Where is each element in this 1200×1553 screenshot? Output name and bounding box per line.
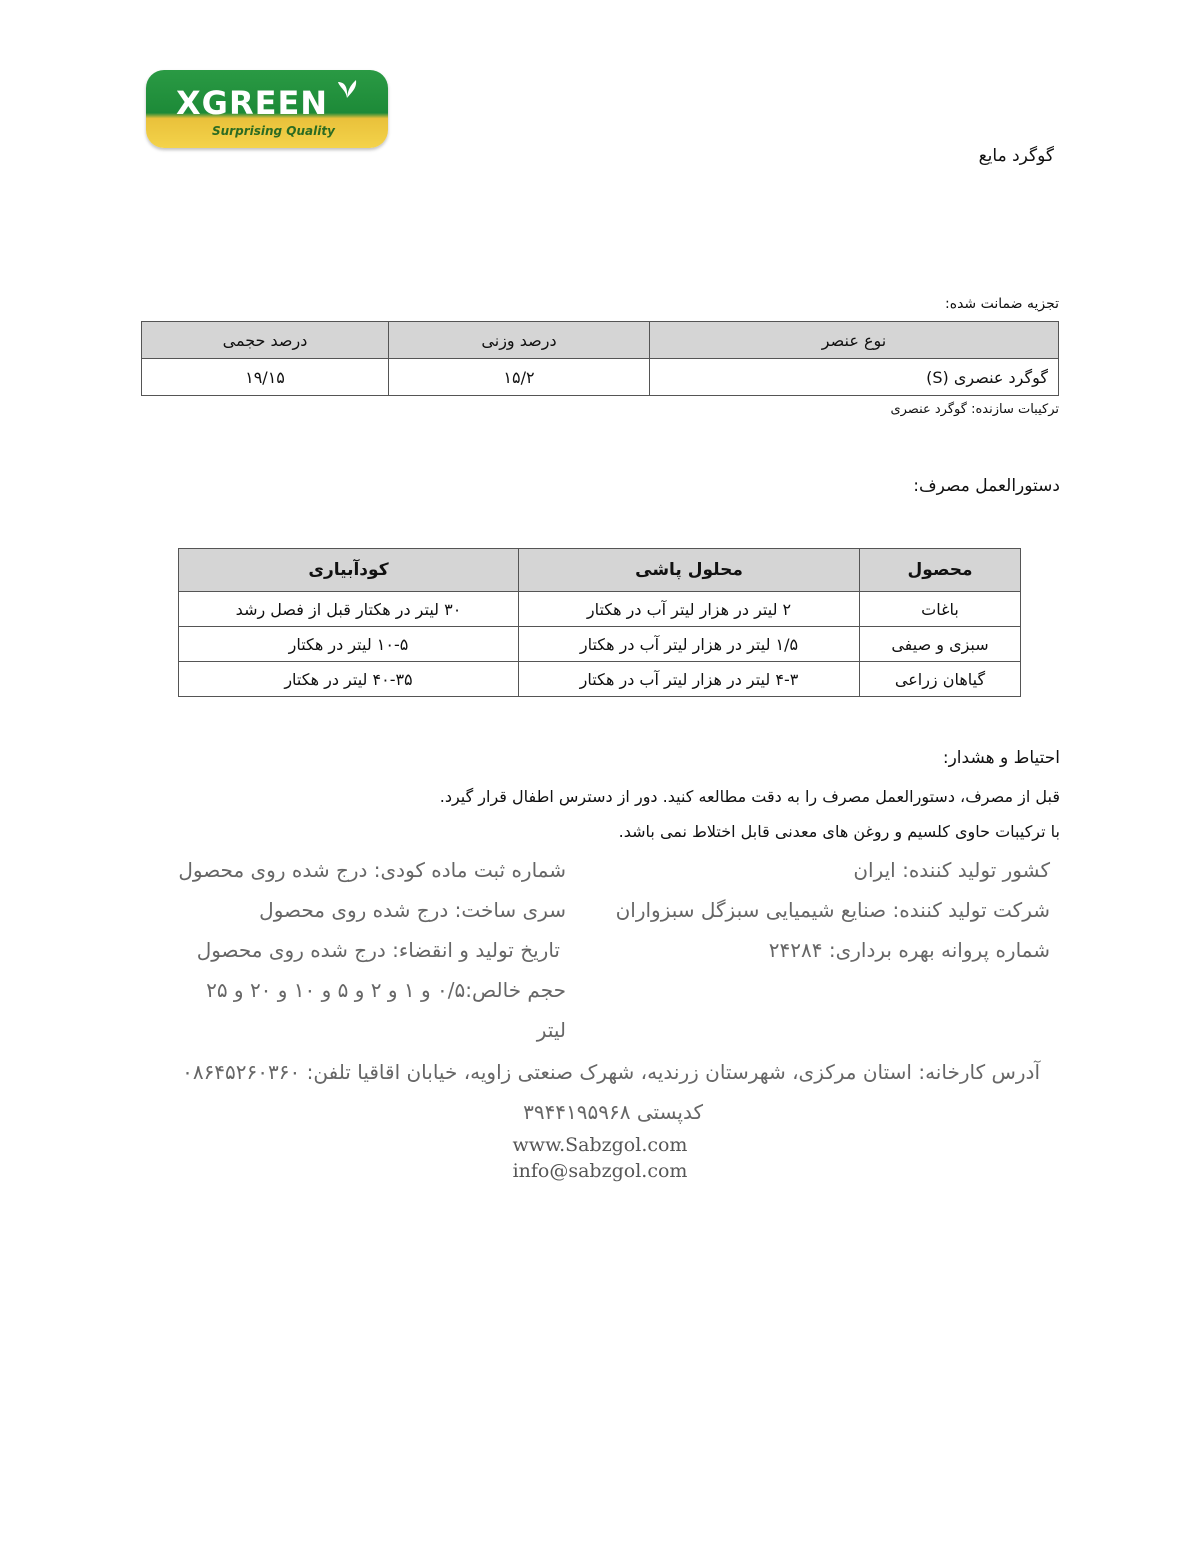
- usage-cell: ۳۰ لیتر در هکتار قبل از فصل رشد: [179, 592, 519, 627]
- table-row: [142, 359, 1059, 396]
- usage-cell: باغات: [860, 592, 1021, 627]
- table-row: [179, 662, 1021, 697]
- analysis-cell-weight: ۱۵/۲: [389, 359, 650, 396]
- website-link[interactable]: www.Sabzgol.com: [512, 1134, 688, 1156]
- email-link[interactable]: info@sabzgol.com: [512, 1160, 688, 1182]
- warning-heading: احتیاط و هشدار:: [942, 748, 1060, 768]
- usage-header-fertigation: کودآبیاری: [179, 549, 519, 592]
- logo-tagline: Surprising Quality: [212, 124, 335, 138]
- usage-header-foliar: محلول پاشی: [519, 549, 860, 592]
- analysis-header-element: نوع عنصر: [650, 322, 1059, 359]
- production-expiry-date: تاریخ تولید و انقضاء: درج شده روی محصول: [196, 938, 560, 962]
- country-of-origin: کشور تولید کننده: ایران: [853, 858, 1050, 882]
- usage-heading: دستورالعمل مصرف:: [913, 476, 1060, 496]
- analysis-table: [141, 321, 1059, 396]
- net-volume-unit: لیتر: [536, 1018, 566, 1042]
- postal-code: کدپستی ۳۹۴۴۱۹۵۹۶۸: [523, 1100, 703, 1124]
- ingredients-text: ترکیبات سازنده: گوگرد عنصری: [890, 402, 1059, 417]
- table-row: [179, 627, 1021, 662]
- usage-cell: سبزی و صیفی: [860, 627, 1021, 662]
- analysis-header-weight: درصد وزنی: [389, 322, 650, 359]
- brand-logo: [146, 70, 388, 148]
- registration-number: شماره ثبت ماده کودی: درج شده روی محصول: [178, 858, 566, 882]
- license-number: شماره پروانه بهره برداری: ۲۴۲۸۴: [768, 938, 1050, 962]
- table-row: [179, 592, 1021, 627]
- guaranteed-analysis-label: تجزیه ضمانت شده:: [945, 296, 1059, 312]
- manufacturer: شرکت تولید کننده: صنایع شیمیایی سبزگل سبزواران: [615, 898, 1050, 922]
- usage-cell: ۲ لیتر در هزار لیتر آب در هکتار: [519, 592, 860, 627]
- usage-cell: ۴۰-۳۵ لیتر در هکتار: [179, 662, 519, 697]
- analysis-header-row: [142, 322, 1059, 359]
- usage-table: [178, 548, 1021, 697]
- net-volume: حجم خالص:۰/۵ و ۱ و ۲ و ۵ و ۱۰ و ۲۰ و ۲۵: [206, 978, 566, 1002]
- analysis-cell-element: گوگرد عنصری (S): [650, 359, 1059, 396]
- logo-wordmark: XGREEN: [176, 84, 329, 122]
- warning-line-1: قبل از مصرف، دستورالعمل مصرف را به دقت مطالعه کنید. دور از دسترس اطفال قرار گیرد.: [439, 787, 1060, 806]
- factory-address: آدرس کارخانه: استان مرکزی، شهرستان زرندیه، شهرک صنعتی زاویه، خیابان اقاقیا تلفن: ۰۸۶۴۵۲۶۰۳۶۰: [182, 1060, 1040, 1084]
- usage-header-crop: محصول: [860, 549, 1021, 592]
- analysis-cell-volume: ۱۹/۱۵: [142, 359, 389, 396]
- usage-cell: گیاهان زراعی: [860, 662, 1021, 697]
- leaf-icon: [336, 78, 358, 100]
- batch-number: سری ساخت: درج شده روی محصول: [259, 898, 566, 922]
- warning-line-2: با ترکیبات حاوی کلسیم و روغن های معدنی قابل اختلاط نمی باشد.: [618, 822, 1060, 841]
- usage-cell: ۱/۵ لیتر در هزار لیتر آب در هکتار: [519, 627, 860, 662]
- product-title: گوگرد مایع: [978, 146, 1054, 166]
- analysis-header-volume: درصد حجمی: [142, 322, 389, 359]
- usage-cell: ۴-۳ لیتر در هزار لیتر آب در هکتار: [519, 662, 860, 697]
- usage-header-row: [179, 549, 1021, 592]
- usage-cell: ۱۰-۵ لیتر در هکتار: [179, 627, 519, 662]
